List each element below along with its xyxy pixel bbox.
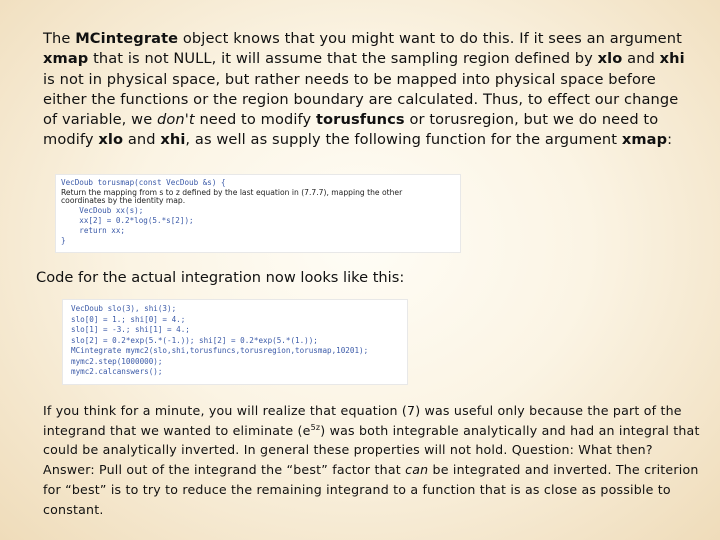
para1-run: don't	[157, 111, 195, 129]
para2-run: If you think for a minute, you will realize that equation (7) was useful only because the part of the integrand that we wanted to eliminate (e	[43, 403, 682, 438]
code-line: MCintegrate mymc2(slo,shi,torusfuncs,torusregion,torusmap,10201);	[71, 346, 369, 355]
code-line: VecDoub torusmap(const VecDoub &s) {	[61, 178, 226, 187]
para1-run: , as well as supply the following function for the argument	[185, 131, 622, 149]
code-line: slo[0] = 1.; shi[0] = 4.;	[71, 314, 186, 324]
para1-run: torusfuncs	[315, 111, 405, 129]
para2-run: 5z	[310, 422, 321, 432]
para1-run: The	[43, 30, 76, 47]
para1-run: :	[667, 131, 673, 149]
para1-run: xlo	[98, 131, 124, 149]
code-comment-line: coordinates by the identity map.	[61, 195, 186, 205]
para1-run: MCintegrate	[75, 30, 179, 47]
para2-run: can	[405, 462, 429, 478]
para1-run: need to modify	[194, 111, 316, 129]
para2-run: be integrated and inverted. The criterion for “best” is to try to reduce the remaining integrand to a function that is as close as possible to constant.	[43, 462, 699, 517]
code-line: VecDoub xx(s);	[61, 205, 144, 215]
para1-run: is not in physical space, but rather needs to be mapped into physical space before either the functions or the region boundary are calculated. Thus, to effect our change of variable, we	[43, 70, 679, 129]
integration-code-block	[62, 299, 408, 385]
intro-paragraph	[43, 29, 695, 151]
para1-run: xhi	[160, 131, 186, 149]
torusmap-code-block	[55, 174, 461, 253]
code-line: mymc2.step(1000000);	[71, 356, 163, 366]
explanation-paragraph	[43, 401, 703, 519]
para1-run: object knows that you might want to do this. If it sees an argument	[178, 30, 682, 47]
code-comment-line: Return the mapping from s to z defined by the last equation in (7.7.7), mapping the other	[61, 187, 403, 197]
code-line: mymc2.calcanswers();	[71, 367, 163, 376]
integration-code-caption: Code for the actual integration now looks like this:	[36, 269, 405, 286]
code-line: }	[61, 235, 66, 245]
code-line: slo[2] = 0.2*exp(5.*(-1.)); shi[2] = 0.2*exp(5.*(1.));	[71, 335, 318, 345]
para1-run: xmap	[43, 50, 89, 68]
para1-run: xlo	[597, 50, 623, 68]
para2-run: ) was both integrable analytically and had an integral that could be analytically inverted. In general these properties will not hold. Question: What then? Answer: Pull out of the integrand the “best” factor that	[43, 422, 700, 478]
code-line: return xx;	[61, 225, 126, 235]
para1-run: that is not NULL, it will assume that the sampling region defined by	[88, 50, 598, 68]
para1-run: or torusregion, but we do need to modify	[43, 111, 659, 149]
code-line: slo[1] = -3.; shi[1] = 4.;	[71, 325, 190, 334]
para1-run: and	[622, 50, 660, 68]
para1-run: and	[123, 131, 161, 149]
code-line: xx[2] = 0.2*log(5.*s[2]);	[61, 215, 194, 225]
para1-run: xhi	[659, 50, 685, 68]
code-line: VecDoub slo(3), shi(3);	[71, 304, 177, 313]
para1-run: xmap	[621, 131, 668, 149]
